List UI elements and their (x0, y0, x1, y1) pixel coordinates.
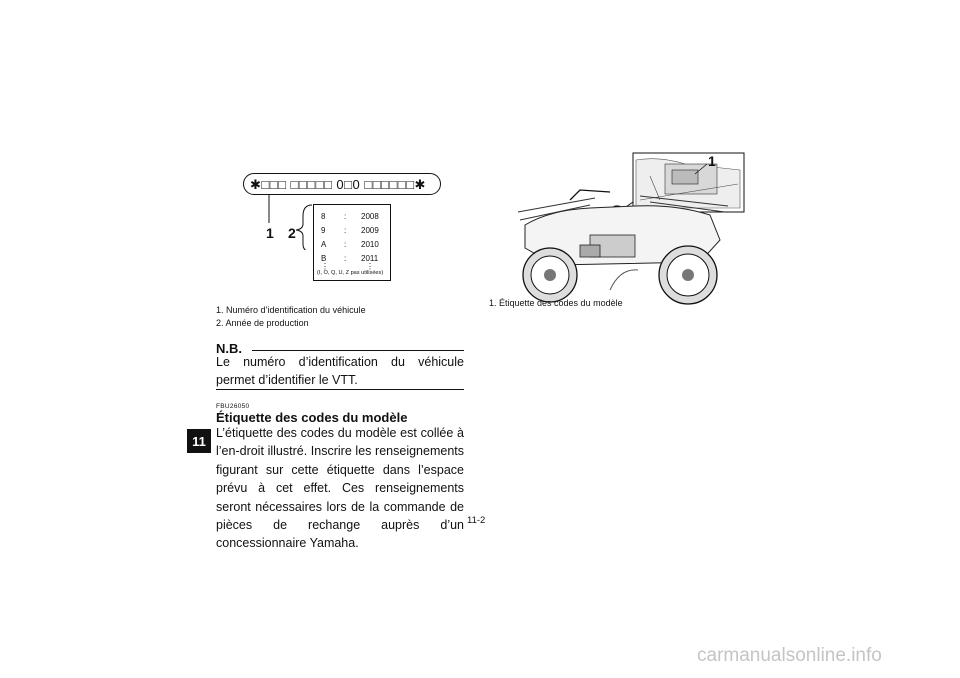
watermark-text: carmanualsonline.info (697, 645, 882, 666)
year-sep: : (344, 226, 347, 235)
year-value: 2008 (361, 212, 379, 221)
year-code: 8 (321, 212, 326, 221)
vin-callout-2: 2 (288, 225, 296, 241)
section-code: FBU26050 (216, 403, 250, 410)
atv-illustration (510, 150, 746, 310)
caption-vin: 1. Numéro d’identification du véhicule (216, 305, 366, 315)
note-text: Le numéro d’identification du véhicule permet d’identifier le VTT. (216, 355, 464, 388)
year-code: A (321, 240, 327, 249)
section-title: Étiquette des codes du modèle (216, 410, 408, 425)
note-title: N.B. (216, 341, 242, 356)
caption-model-label: 1. Étiquette des codes du modèle (489, 298, 623, 308)
vin-callout-1: 1 (266, 225, 274, 241)
caption-production-year: 2. Année de production (216, 318, 309, 328)
note-bottom-rule (216, 389, 464, 390)
year-code: ⋮ (321, 262, 329, 271)
year-value: 2010 (361, 240, 379, 249)
year-value: 2011 (361, 254, 379, 263)
year-sep: : (344, 254, 347, 263)
chapter-tab: 11 (187, 429, 211, 453)
year-table-note: (I, O, Q, U, Z pas utilisées) (317, 270, 384, 276)
year-sep: : (344, 212, 347, 221)
production-year-table (313, 204, 391, 281)
year-value: ⋮ (366, 262, 374, 271)
section-body: L’étiquette des codes du modèle est collée à l’en-droit illustré. Inscrire les renseignements figurant sur cette étiquette dans l’espace prévu à cet effet. Ces renseignements seront nécessaires lors de la commande de pièces de rechange auprès d’un concessionnaire Yamaha. (216, 426, 464, 551)
page-number: 11-2 (467, 515, 486, 526)
year-code: B (321, 254, 327, 263)
atv-callout-1: 1 (708, 153, 716, 169)
vin-label-text: ✱□□□ □□□□□ 0□0 □□□□□□✱ (250, 177, 426, 192)
year-code: 9 (321, 226, 326, 235)
note-top-rule (252, 350, 464, 351)
year-value: 2009 (361, 226, 379, 235)
year-sep: : (344, 240, 347, 249)
